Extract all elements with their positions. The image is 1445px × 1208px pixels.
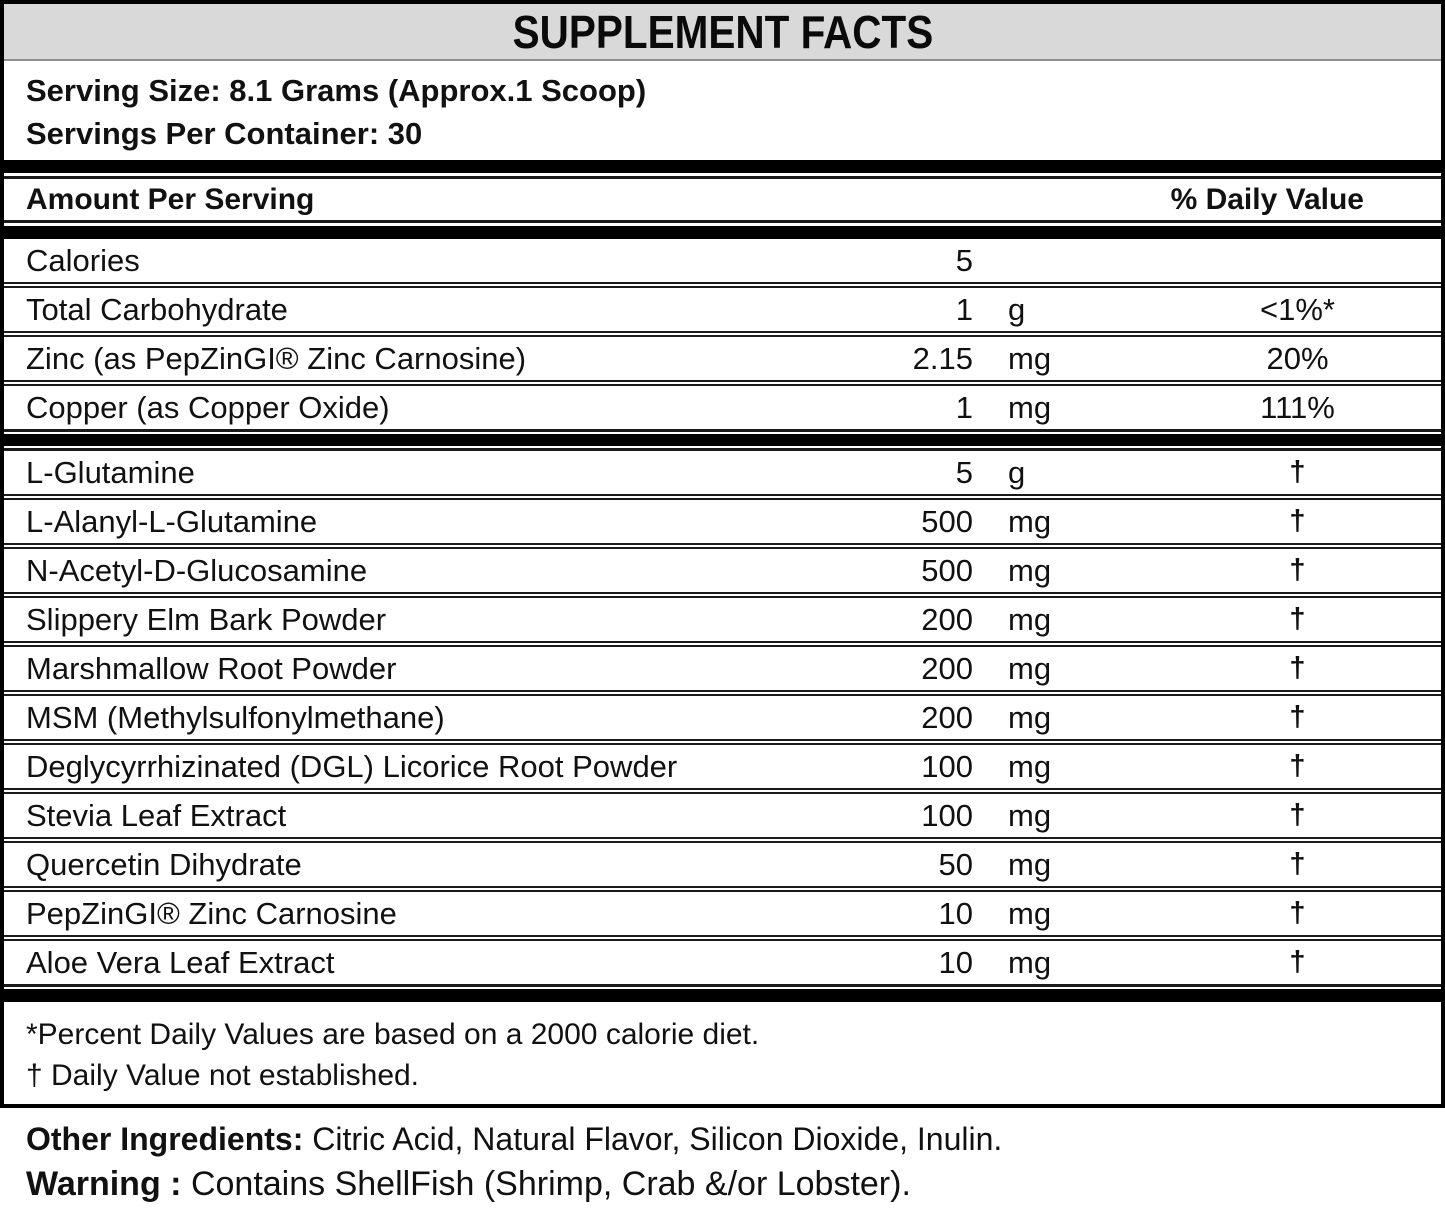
ingredient-amount: 200 bbox=[921, 699, 973, 735]
ingredient-daily-value: † bbox=[1289, 603, 1306, 635]
ingredient-name: Marshmallow Root Powder bbox=[26, 650, 397, 686]
nutrient-unit: g bbox=[1008, 291, 1026, 327]
warning-label: Warning : bbox=[26, 1165, 182, 1203]
ingredient-amount: 100 bbox=[921, 797, 973, 833]
ingredient-unit: mg bbox=[1008, 895, 1052, 931]
nutrient-unit: mg bbox=[1008, 389, 1052, 425]
nutrient-daily-value: <1%* bbox=[1260, 291, 1335, 327]
table-row bbox=[4, 380, 1441, 429]
serving-info bbox=[4, 61, 1441, 160]
ingredient-unit: mg bbox=[1008, 944, 1052, 980]
nutrient-name: Copper (as Copper Oxide) bbox=[26, 389, 390, 425]
ingredient-name: MSM (Methylsulfonylmethane) bbox=[26, 699, 445, 735]
nutrient-unit: mg bbox=[1008, 340, 1052, 376]
ingredient-amount: 10 bbox=[938, 944, 973, 980]
ingredient-name: Aloe Vera Leaf Extract bbox=[26, 944, 335, 980]
nutrient-amount: 5 bbox=[955, 242, 973, 278]
table-row bbox=[4, 935, 1441, 984]
table-row bbox=[4, 494, 1441, 543]
column-header-row bbox=[4, 179, 1441, 220]
ingredient-unit: mg bbox=[1008, 699, 1052, 735]
ingredient-daily-value: † bbox=[1289, 652, 1306, 684]
ingredient-unit: mg bbox=[1008, 601, 1052, 637]
servings-per-container: Servings Per Container: 30 bbox=[26, 116, 423, 151]
ingredient-amount: 200 bbox=[921, 601, 973, 637]
ingredient-name: N-Acetyl-D-Glucosamine bbox=[26, 552, 368, 588]
ingredient-amount: 100 bbox=[921, 748, 973, 784]
ingredient-amount: 10 bbox=[938, 895, 973, 931]
ingredient-name: Slippery Elm Bark Powder bbox=[26, 601, 387, 637]
ingredient-daily-value: † bbox=[1289, 505, 1306, 537]
ingredient-unit: mg bbox=[1008, 503, 1052, 539]
nutrient-name: Zinc (as PepZinGI® Zinc Carnosine) bbox=[26, 340, 527, 376]
section-divider bbox=[4, 429, 1441, 451]
ingredient-unit: mg bbox=[1008, 797, 1052, 833]
table-row bbox=[4, 282, 1441, 331]
ingredient-unit: mg bbox=[1008, 552, 1052, 588]
section-divider bbox=[4, 220, 1441, 239]
footnote-daily-values: *Percent Daily Values are based on a 2000 calorie diet. bbox=[26, 1018, 760, 1051]
table-row bbox=[4, 788, 1441, 837]
table-row bbox=[4, 331, 1441, 380]
below-panel-text bbox=[0, 1108, 1445, 1208]
table-row bbox=[4, 451, 1441, 494]
ingredient-amount: 50 bbox=[938, 846, 973, 882]
column-header-amount: Amount Per Serving bbox=[26, 182, 315, 216]
warning-text: Contains ShellFish (Shrimp, Crab &/or Lobster). bbox=[181, 1165, 911, 1203]
ingredient-daily-value: † bbox=[1289, 750, 1306, 782]
ingredient-name: Deglycyrrhizinated (DGL) Licorice Root Powder bbox=[26, 748, 678, 784]
footnotes bbox=[4, 1002, 1441, 1104]
nutrient-amount: 1 bbox=[955, 389, 973, 425]
ingredient-daily-value: † bbox=[1289, 799, 1306, 831]
ingredient-amount: 500 bbox=[921, 503, 973, 539]
ingredient-unit: mg bbox=[1008, 650, 1052, 686]
section-divider bbox=[4, 160, 1441, 179]
allergen-warning bbox=[26, 1160, 1425, 1208]
column-header-daily-value: % Daily Value bbox=[1170, 182, 1364, 216]
ingredient-amount: 200 bbox=[921, 650, 973, 686]
nutrient-amount: 1 bbox=[955, 291, 973, 327]
table-row bbox=[4, 592, 1441, 641]
other-ingredients-list: Citric Acid, Natural Flavor, Silicon Dioxide, Inulin. bbox=[303, 1121, 1003, 1157]
ingredient-daily-value: † bbox=[1289, 701, 1306, 733]
ingredient-unit: mg bbox=[1008, 846, 1052, 882]
table-row bbox=[4, 837, 1441, 886]
other-ingredients bbox=[26, 1118, 1425, 1160]
ingredient-daily-value: † bbox=[1289, 848, 1306, 880]
nutrient-amount: 2.15 bbox=[912, 340, 973, 376]
page-title: SUPPLEMENT FACTS bbox=[512, 5, 933, 58]
nutrient-rows bbox=[4, 239, 1441, 429]
ingredient-name: L-Alanyl-L-Glutamine bbox=[26, 503, 318, 539]
ingredient-name: Stevia Leaf Extract bbox=[26, 797, 287, 833]
table-row bbox=[4, 239, 1441, 282]
table-row bbox=[4, 543, 1441, 592]
nutrient-name: Calories bbox=[26, 242, 140, 278]
ingredient-daily-value: † bbox=[1289, 456, 1306, 488]
ingredient-daily-value: † bbox=[1289, 897, 1306, 929]
ingredient-name: L-Glutamine bbox=[26, 454, 195, 490]
table-row bbox=[4, 739, 1441, 788]
nutrient-daily-value: 111% bbox=[1260, 389, 1335, 425]
serving-size: Serving Size: 8.1 Grams (Approx.1 Scoop) bbox=[26, 73, 647, 108]
ingredient-name: PepZinGI® Zinc Carnosine bbox=[26, 895, 397, 931]
section-divider bbox=[4, 984, 1441, 1002]
other-ingredients-label: Other Ingredients: bbox=[26, 1121, 304, 1157]
ingredient-amount: 5 bbox=[955, 454, 973, 490]
ingredient-daily-value: † bbox=[1289, 946, 1306, 978]
nutrient-name: Total Carbohydrate bbox=[26, 291, 288, 327]
ingredient-amount: 500 bbox=[921, 552, 973, 588]
ingredient-unit: g bbox=[1008, 454, 1026, 490]
title-band bbox=[4, 4, 1441, 61]
ingredient-daily-value: † bbox=[1289, 554, 1306, 586]
nutrient-daily-value: 20% bbox=[1266, 340, 1329, 376]
ingredient-name: Quercetin Dihydrate bbox=[26, 846, 302, 882]
table-row bbox=[4, 886, 1441, 935]
ingredient-unit: mg bbox=[1008, 748, 1052, 784]
footnote-dagger: † Daily Value not established. bbox=[26, 1059, 420, 1092]
table-row bbox=[4, 641, 1441, 690]
ingredient-rows bbox=[4, 451, 1441, 984]
table-row bbox=[4, 690, 1441, 739]
